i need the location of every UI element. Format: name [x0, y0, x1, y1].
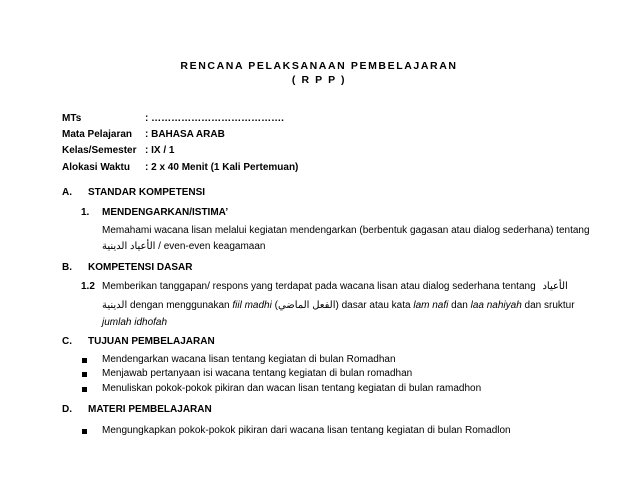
arabic-text: الأعياد الدينية — [102, 241, 156, 252]
paren-open: ( — [274, 300, 278, 311]
bullet-icon — [82, 387, 87, 392]
identity-value-time: : 2 x 40 Menit (1 Kali Pertemuan) — [145, 162, 299, 173]
identity-value-subject: : BAHASA ARAB — [145, 129, 225, 140]
section-a1-text: Memahami wacana lisan melalui kegiatan mendengarkan (berbentuk gagasan atau dialog sederhana) tentang — [102, 225, 590, 236]
section-b-heading: KOMPETENSI DASAR — [88, 262, 193, 273]
text-fragment: dan sruktur — [524, 300, 575, 311]
section-b-letter: B. — [62, 262, 72, 273]
identity-label-subject: Mata Pelajaran — [62, 129, 133, 140]
bullet-icon — [82, 372, 87, 377]
list-item: Menuliskan pokok-pokok pikiran dan wacan lisan tentang kegiatan di bulan ramadhon — [102, 383, 482, 394]
section-a-heading: STANDAR KOMPETENSI — [88, 187, 206, 198]
section-a1-text-tail: / even-even keagamaan — [158, 241, 266, 252]
list-item: Menjawab pertanyaan isi wacana tentang kegiatan di bulan romadhan — [102, 368, 413, 379]
section-b12-number: 1.2 — [81, 281, 95, 292]
term-fiil-madhi: fiil madhi — [232, 300, 272, 311]
section-b12-text — [102, 281, 568, 292]
section-c-heading: TUJUAN PEMBELAJARAN — [88, 336, 215, 347]
document-subtitle: ( R P P ) — [291, 74, 347, 86]
bullet-icon — [82, 429, 87, 434]
text-fragment: dengan menggunakan — [130, 300, 230, 311]
section-b12-text-line2 — [102, 300, 575, 311]
text-fragment: dasar atau kata — [341, 300, 411, 311]
section-a1-text-line2 — [102, 241, 265, 252]
identity-value-mts: : …………………………………. — [145, 113, 284, 124]
arabic-text: الدينية — [102, 300, 128, 311]
term-laa-nahiyah: laa nahiyah — [470, 300, 522, 311]
term-lam-nafi: lam nafi — [413, 300, 449, 311]
section-c-letter: C. — [62, 336, 72, 347]
section-d-heading: MATERI PEMBELAJARAN — [88, 404, 212, 415]
document-title: RENCANA PELAKSANAAN PEMBELAJARAN — [180, 60, 458, 72]
identity-label-mts: MTs — [62, 113, 82, 124]
arabic-text: الأعياد — [542, 281, 568, 292]
arabic-text: الفعل الماضي — [277, 300, 336, 311]
term-jumlah-idhofah: jumlah idhofah — [102, 317, 168, 328]
text-fragment: dan — [451, 300, 468, 311]
bullet-icon — [82, 358, 87, 363]
section-a1-number: 1. — [81, 207, 90, 218]
identity-label-class: Kelas/Semester — [62, 145, 137, 156]
identity-label-time: Alokasi Waktu — [62, 162, 130, 173]
paren-close: ) — [335, 300, 339, 311]
list-item: Mengungkapkan pokok-pokok pikiran dari wacana lisan tentang kegiatan di bulan Romadlon — [102, 425, 511, 436]
identity-value-class: : IX / 1 — [145, 145, 175, 156]
section-d-letter: D. — [62, 404, 72, 415]
list-item: Mendengarkan wacana lisan tentang kegiatan di bulan Romadhan — [102, 354, 396, 365]
section-a-letter: A. — [62, 187, 72, 198]
section-b12-text-line1: Memberikan tanggapan/ respons yang terdapat pada wacana lisan atau dialog sederhana tentang — [102, 281, 536, 292]
section-a1-heading: MENDENGARKAN/ISTIMA’ — [102, 207, 229, 218]
